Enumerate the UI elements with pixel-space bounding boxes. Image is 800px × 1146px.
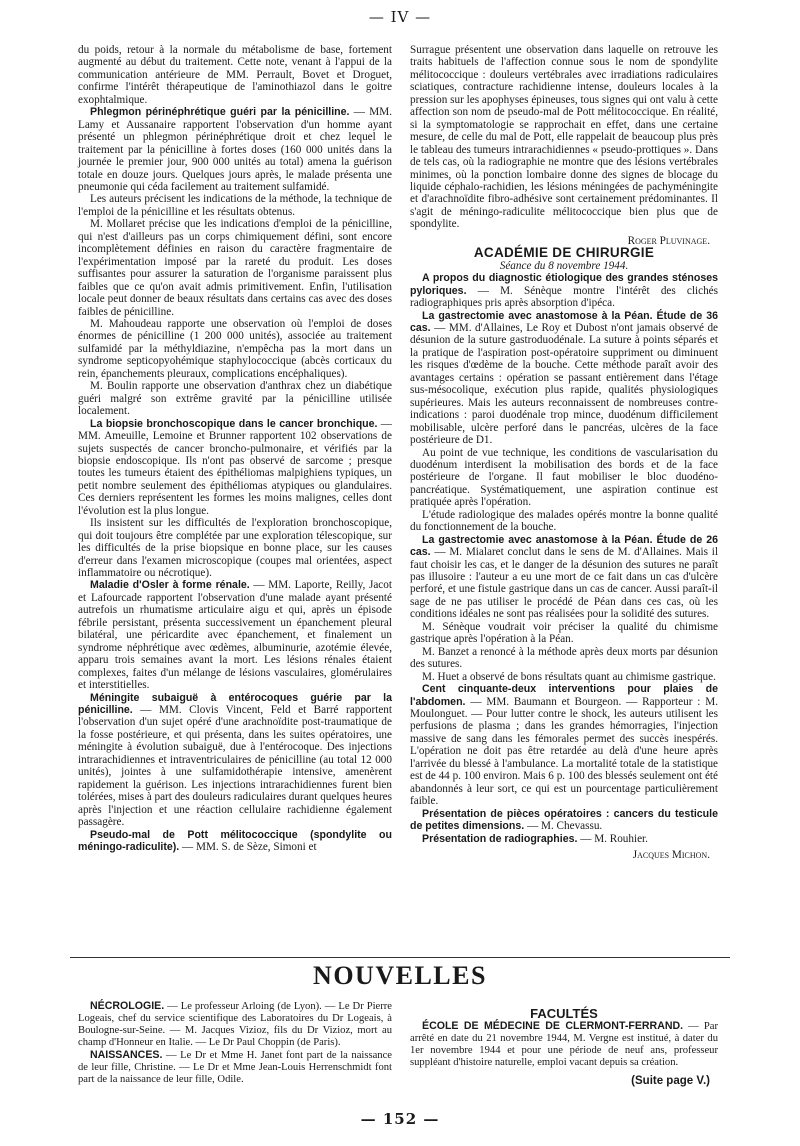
paragraph-text: L'étude radiologique des malades opérés montre la bonne qualité du fonctionnement de la bouche. — [410, 508, 718, 534]
report-heading: Présentation de radiographies. — [422, 832, 578, 845]
page-folio-roman: — IV — — [368, 8, 432, 26]
left-column — [78, 44, 392, 853]
news-heading: NAISSANCES. — [90, 1049, 163, 1061]
paragraph-text: — MM. Lamy et Aussanaire rapportent l'observation d'un homme ayant présenté un phlegmon périnéphrétique droit et chez lequel le traitement par la pénicilline à fortes doses (160 000 unités dans la journée le premier jour, 900 000 unités au total) amena la guérison totale en douze jours. Quelques jours après, le malade présenta une pneumonie qui céda facilement au traitement sulfamidé. — [78, 106, 392, 193]
academie-reports — [410, 272, 718, 845]
report-paragraph — [410, 683, 718, 808]
section-divider — [70, 957, 730, 958]
news-text: — Le Dr et Mme H. Janet font part de la naissance de leur fille, Christine. — Le Dr et Mme Jean-Louis Herrenschmidt font part de la naissance de leur fille, Odile. — [78, 1050, 392, 1085]
news-text: — Par arrêté en date du 21 novembre 1944, M. Vergne est institué, à dater du 1er novembre 1944 et pour une période de neuf ans, professeur suppléant d'histoire naturelle, emploi vacant depuis sa création. — [410, 1021, 718, 1068]
report-paragraph — [410, 534, 718, 621]
paragraph-text: — MM. Laporte, Reilly, Jacot et Lafourcade rapportent l'observation d'une malade ayant présenté autrefois un rhumatisme articulaire aigu et qui, après un épisode fébrile persistant, présenta successivement un épanchement pleural bilatéral, une péricardite avec épanchement, et finalement un syndrome néphrétique avec œdèmes, albuminurie, azotémie élevée, apparu trois semaines avant la mort. Les lésions rénales étaient complexes, faites d'un mélange de lésions vasculaires, glomérulaires et interstitielles. — [78, 579, 392, 692]
paragraph-text: — MM. d'Allaines, Le Roy et Dubost n'ont jamais observé de désunion de la suture gastroduodénale. La suture à points séparés et la pratique de l'aspiration post-opératoire suppriment ou diminuent les risques d'œdème de la bouche. Cette méthode paraît avoir des avantages certains : opération se passant entièrement dans l'étage sus-mésocolique, exécution plus rapide, qualités physiologiques supérieures. Mais les auteurs reconnaissent de nombreuses contre-indications : paroi duodénale trop mince, duodénum difficilement mobilisable, ulcère perforé dans le pancréas, ulcères de la face postérieure de D1. — [410, 321, 718, 447]
report-paragraph — [410, 272, 718, 309]
report-paragraph — [78, 829, 392, 854]
report-heading: Méningite subaiguë à entérocoques guérie par la pénicilline. — [78, 691, 392, 717]
report-heading: Cent cinquante-deux interventions pour plaies de l'abdomen. — [410, 683, 718, 708]
paragraph-text: — MM. Clovis Vincent, Feld et Barré rapportent l'observation d'un sujet opéré d'une arachnoïdite post-traumatique de la fosse postérieure, et qui présenta, dans les suites opératoires, une méningite à évolution subaiguë, due à l'entérocoque. Des injections intrarachidiennes et intraventriculaires de pénicilline (au total 12 000 unités), jointes à une sulfamidothérapie intensive, amenèrent rapidement la guérison. Les injections intrarachidiennes furent bien tolérées, mises à part des douleurs radiculaires durant quelques heures après l'injection et une réaction cellulaire rachidienne également passagère. — [78, 704, 392, 829]
text-paragraph — [78, 193, 392, 218]
report-heading: La gastrectomie avec anastomose à la Péan. Étude de 36 cas. — [410, 309, 718, 334]
report-paragraph — [78, 692, 392, 829]
text-paragraph — [78, 380, 392, 417]
academie-session: Séance du 8 novembre 1944. — [499, 259, 629, 272]
paragraph-text: — MM. S. de Sèze, Simoni et — [179, 841, 317, 853]
paragraph-text: M. Banzet a renoncé à la méthode après deux morts par désunion des sutures. — [410, 645, 718, 671]
paragraph-text: Ils insistent sur les difficultés de l'exploration bronchoscopique, qui doit toujours être complétée par une exploration télescopique, sur les difficultés de la prise biopsique en bonne place, sur les causes d'erreur dans l'examen microscopique (coupes mal orientées, aspect inflammatoire ou nécrotique). — [78, 517, 392, 580]
report-paragraph — [410, 310, 718, 447]
text-paragraph — [410, 646, 718, 671]
text-paragraph — [78, 318, 392, 380]
paragraph-text: Les auteurs précisent les indications de la méthode, la technique de l'emploi de la pénicilline et les résultats obtenus. — [78, 193, 392, 218]
facultes-title: FACULTÉS — [530, 1006, 598, 1021]
paragraph-text: — M. Chevassu. — [524, 820, 603, 833]
report-paragraph — [410, 833, 718, 845]
report-heading: Phlegmon périnéphrétique guéri par la pénicilline. — [90, 106, 350, 119]
news-heading: ÉCOLE DE MÉDECINE DE CLERMONT-FERRAND. — [422, 1020, 684, 1032]
academie-title: ACADÉMIE DE CHIRURGIE — [473, 245, 655, 261]
paragraph-text: M. Boulin rapporte une observation d'anthrax chez un diabétique guéri malgré son extrême gravité par la pénicilline utilisée localement. — [78, 380, 392, 418]
text-paragraph — [410, 447, 718, 509]
paragraph-text: Surrague présentent une observation dans laquelle on retrouve les traits habituels de l'affection connue sous le nom de spondylite mélitococcique : douleurs vertébrales avec irradiations radiculaires sciatiques, contracture rachidienne intense, douleurs locales à la pression sur les apophyses épineuses, tous signes qui ont valu à cette affection son nom de pseudo-mal de Pott mélitococcique. En réalité, si la symptomatologie se rapprochait en effet, dans une certaine mesure, de celle du mal de Pott, elle rappelait de beaucoup plus près le tableau des tumeurs intrarachidiennes « pseudo-prottiques ». Dans de tels cas, où la radiographie ne montre que des lésions vertébrales minimes, où la ponction lombaire donne des signes de blocage du liquide céphalo-rachidien, les lésions méningées de pachyméningite et d'arachnoïdite fibro-adhésive sont certainement prédominantes. Il s'agit de méningo-radiculite mélitococcique bien plus que de spondylite. — [410, 44, 718, 231]
paragraph-text: M. Sénèque voudrait voir préciser la qualité du chimisme gastrique après l'opération à la Péan. — [410, 620, 718, 646]
signature-michon: Jacques Michon. — [632, 849, 710, 861]
nouvelles-right-column — [410, 1008, 718, 1087]
right-column-continuation — [410, 44, 718, 231]
right-column — [410, 44, 718, 861]
report-heading: Présentation de pièces opératoires : cancers du testicule de petites dimensions. — [410, 807, 718, 833]
text-paragraph — [410, 509, 718, 534]
news-item — [78, 1049, 392, 1086]
paragraph-text: — MM. Ameuille, Lemoine et Brunner rapportent 102 observations de sujets suspectés de cancer broncho-pulmonaire, et vérifiés par la biopsie endoscopique. Ils n'ont pas observé de sarcome ; presque toutes les tumeurs étaient des épithéliomas malpighiens typiques, un petit nombre seulement des épithéliomas atypiques ou glandulaires. Ces derniers représentent les formes les moins malignes, celles dont l'évolution est la plus longue. — [78, 417, 392, 517]
paragraph-text: — M. Mialaret conclut dans le sens de M. d'Allaines. Mais il faut choisir les cas, et le danger de la désunion des sutures ne paraît pas illusoire : l'auteur a eu une mort de ce fait dans un cas d'ulcère perforé, et une fistule gastrique dans un cas de cancer. Aussi paraît-il sage de ne pas utiliser le procédé de Péan dans ces cas, où les conditions idéales ne sont pas réalisées pour la solidité des sutures. — [410, 546, 718, 621]
report-paragraph — [78, 579, 392, 691]
paragraph-text: M. Mollaret précise que les indications d'emploi de la pénicilline, qui n'est d'ailleurs pas un corps chimiquement défini, sont encore incomplètement définies en raison du caractère fragmentaire de l'expérimentation imposé par la rareté du produit. Les doses suffisantes pour assurer la saturation de l'organisme paraissent plus faibles que ce qu'on avait admis primitivement. Enfin, l'utilisation locale peut donner de beaux résultats dans certains cas avec des doses faibles de pénicilline. — [78, 218, 392, 318]
report-heading: La gastrectomie avec anastomose à la Péan. Étude de 26 cas. — [410, 533, 718, 559]
text-paragraph — [410, 44, 718, 231]
continued-notice: (Suite page V.) — [631, 1075, 710, 1087]
report-paragraph — [78, 418, 392, 518]
report-paragraph — [78, 106, 392, 193]
paragraph-text: — M. Rouhier. — [577, 832, 648, 845]
paragraph-text: — MM. Baumann et Bourgeon. — Rapporteur : M. Moulonguet. — Pour lutter contre le shock, les auteurs utilisent les perfusions de plasma ; dans les grandes hémorragies, l'injection massive de sang dans les fémorales permet des succès inespérés. L'opération ne doit pas être retardée au delà d'une heure après l'arrivée du blessé à l'ambulance. La mortalité totale de la statistique est de 44 p. 100 environ. Mais 6 p. 100 des blessés seulement ont été abandonnés à leur sort, ce qui est un pourcentage particulièrement faible. — [410, 695, 718, 808]
paragraph-text: M. Mahoudeau rapporte une observation où l'emploi de doses énormes de pénicilline (1 200 000 unités), associée au traitement sulfamidé par la méthyldiazine, n'empêcha pas la mort dans un syndrome septicopyohémique staphylococcique (abcès corticaux du rein, épanchements pleuraux, complications encéphaliques). — [78, 317, 392, 380]
page-number: — 152 — — [360, 1110, 440, 1128]
paragraph-text: — M. Sénèque montre l'intérêt des clichés radiographiques pris après absorption d'ipéca. — [410, 284, 718, 310]
nouvelles-title: NOUVELLES — [313, 961, 487, 990]
paragraph-text: du poids, retour à la normale du métabolisme de base, fortement augmenté au début du traitement. Cette note, venant à l'appui de la communication antérieure de MM. Perrault, Bovet et Droguet, confirme l'intérêt thérapeutique de l'aminothiazol dans le goitre exophtalmique. — [78, 44, 392, 106]
report-paragraph — [410, 808, 718, 833]
report-heading: Pseudo-mal de Pott mélitococcique (spondylite ou méningo-radiculite). — [78, 828, 392, 853]
facultes-items — [410, 1020, 718, 1069]
paragraph-text: M. Huet a observé de bons résultats quant au chimisme gastrique. — [422, 670, 716, 683]
text-paragraph — [410, 671, 718, 683]
news-text: — Le professeur Arloing (de Lyon). — Le Dr Pierre Logeais, chef du service scientifique des Laboratoires du Dr Logeais, à Boulogne-sur-Seine. — M. Jacques Vizioz, fils du Dr Vizioz, mort au champ d'Honneur en Italie. — Le Dr Paul Choppin (de Paris). — [78, 1001, 392, 1048]
text-paragraph — [78, 218, 392, 318]
news-item — [78, 1000, 392, 1049]
text-paragraph — [78, 517, 392, 579]
text-paragraph — [410, 621, 718, 646]
text-paragraph — [78, 44, 392, 106]
paragraph-text: Au point de vue technique, les conditions de vascularisation du duodénum interdisent la mobilisation des bords et de la face postérieure de l'organe. Il faut mobiliser le bloc duodéno-pancréatique. Systématiquement, une aspiration continue est pratiquée après l'opération. — [410, 446, 718, 509]
report-heading: A propos du diagnostic étiologique des grandes sténoses pyloriques. — [410, 272, 718, 297]
news-heading: NÉCROLOGIE. — [90, 1000, 165, 1012]
report-heading: La biopsie bronchoscopique dans le cancer bronchique. — [90, 417, 378, 430]
signature-pluvinage: Roger Pluvinage. — [627, 234, 710, 247]
report-heading: Maladie d'Osler à forme rénale. — [90, 579, 250, 592]
news-item — [410, 1020, 718, 1069]
nouvelles-left-column — [78, 1000, 392, 1086]
